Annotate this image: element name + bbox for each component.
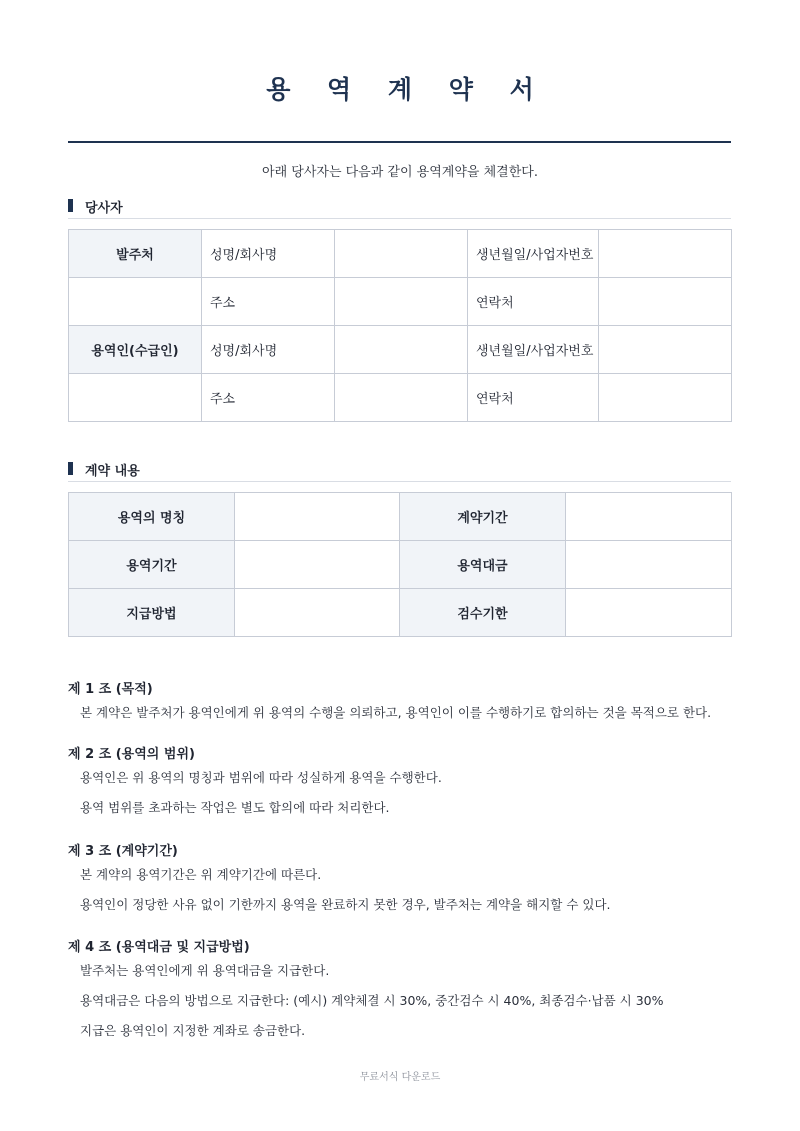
table-row	[69, 589, 732, 637]
contractor-birth-label: 생년월일/사업자번호	[468, 326, 599, 374]
table-row	[69, 374, 732, 422]
client-address-field[interactable]	[335, 278, 468, 326]
article-heading: 제 3 조 (계약기간)	[68, 844, 178, 859]
parties-table	[68, 229, 732, 422]
service-name-label: 용역의 명칭	[69, 493, 235, 541]
intro-text: 아래 당사자는 다음과 같이 용역계약을 체결한다.	[262, 165, 538, 180]
footer-text: 무료서식 다운로드	[359, 1072, 441, 1083]
section-title-parties: 당사자	[85, 201, 123, 216]
payment-method-label: 지급방법	[69, 589, 235, 637]
client-birth-label: 생년월일/사업자번호	[468, 230, 599, 278]
client-address-label: 주소	[202, 278, 335, 326]
client-name-label: 성명/회사명	[202, 230, 335, 278]
client-label-continued	[69, 278, 202, 326]
contractor-address-field[interactable]	[335, 374, 468, 422]
contractor-address-label: 주소	[202, 374, 335, 422]
contract-period-label: 계약기간	[400, 493, 566, 541]
inspection-deadline-field[interactable]	[566, 589, 732, 637]
section-marker	[68, 462, 73, 475]
article-heading: 제 1 조 (목적)	[68, 682, 153, 697]
inspection-deadline-label: 검수기한	[400, 589, 566, 637]
contractor-name-label: 성명/회사명	[202, 326, 335, 374]
article-2	[68, 743, 748, 823]
client-name-field[interactable]	[335, 230, 468, 278]
article-line: 용역 범위를 초과하는 작업은 별도 합의에 따라 처리한다.	[80, 800, 390, 815]
article-4	[68, 936, 748, 1046]
contractor-birth-field[interactable]	[599, 326, 732, 374]
contractor-label-continued	[69, 374, 202, 422]
article-line: 본 계약의 용역기간은 위 계약기간에 따른다.	[80, 867, 322, 882]
table-row	[69, 278, 732, 326]
service-fee-label: 용역대금	[400, 541, 566, 589]
article-1	[68, 678, 748, 728]
article-line: 지급은 용역인이 지정한 계좌로 송금한다.	[80, 1023, 306, 1038]
article-line: 본 계약은 발주처가 용역인에게 위 용역의 수행을 의뢰하고, 용역인이 이를 수행하기로 합의하는 것을 목적으로 한다.	[80, 705, 712, 720]
title-divider	[68, 141, 731, 143]
client-contact-field[interactable]	[599, 278, 732, 326]
contractor-label: 용역인(수급인)	[69, 326, 202, 374]
service-period-field[interactable]	[235, 541, 400, 589]
contractor-contact-field[interactable]	[599, 374, 732, 422]
client-contact-label: 연락처	[468, 278, 599, 326]
contractor-contact-label: 연락처	[468, 374, 599, 422]
article-line: 용역인은 위 용역의 명칭과 범위에 따라 성실하게 용역을 수행한다.	[80, 770, 442, 785]
contract-table	[68, 492, 732, 637]
article-line: 용역대금은 다음의 방법으로 지급한다: (예시) 계약체결 시 30%, 중간검수 시 40%, 최종검수·납품 시 30%	[80, 993, 664, 1008]
contractor-name-field[interactable]	[335, 326, 468, 374]
article-line: 용역인이 정당한 사유 없이 기한까지 용역을 완료하지 못한 경우, 발주처는 계약을 해지할 수 있다.	[80, 897, 611, 912]
client-label: 발주처	[69, 230, 202, 278]
section-header-parties	[68, 197, 731, 219]
table-row	[69, 326, 732, 374]
article-line: 발주처는 용역인에게 위 용역대금을 지급한다.	[80, 963, 330, 978]
table-row	[69, 230, 732, 278]
section-header-contract	[68, 460, 731, 482]
article-3	[68, 840, 748, 920]
section-title-contract: 계약 내용	[85, 464, 140, 479]
table-row	[69, 493, 732, 541]
contract-period-field[interactable]	[566, 493, 732, 541]
client-birth-field[interactable]	[599, 230, 732, 278]
article-heading: 제 2 조 (용역의 범위)	[68, 747, 195, 762]
article-heading: 제 4 조 (용역대금 및 지급방법)	[68, 940, 250, 955]
table-row	[69, 541, 732, 589]
payment-method-field[interactable]	[235, 589, 400, 637]
section-marker	[68, 199, 73, 212]
service-fee-field[interactable]	[566, 541, 732, 589]
service-period-label: 용역기간	[69, 541, 235, 589]
document-title: 용 역 계 약 서	[266, 75, 548, 104]
service-name-field[interactable]	[235, 493, 400, 541]
